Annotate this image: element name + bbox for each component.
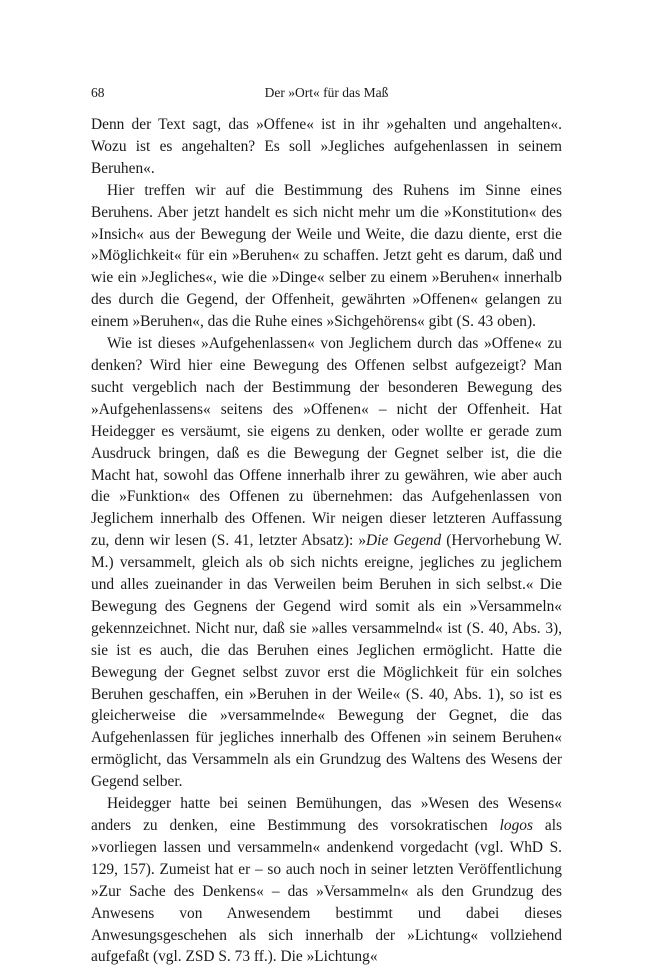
running-title: Der »Ort« für das Maß: [264, 85, 389, 100]
paragraph-4: [91, 793, 562, 968]
paragraph-2: Hier treffen wir auf die Bestimmung des Ruhens im Sinne eines Beruhens. Aber jetzt handelt es sich nicht mehr um die »Konstitution« des »Insich« aus der Bewegung der Weile und Weite, die dazu diente, erst die »Möglichkeit« für ein »Beruhen« zu schaffen. Jetzt geht es darum, daß und wie ein »Jegliches«, wie die »Dinge« selber zu einem »Beruhen« innerhalb des durch die Gegend, der Offenheit, gewährten »Offenen« gelangen zu einem »Beruhen«, das die Ruhe eines »Sichgehörens« gibt (S. 43 oben).: [91, 181, 562, 331]
book-page: [91, 82, 562, 968]
emphasis-logos: logos: [499, 817, 533, 834]
page-number: 68: [91, 85, 105, 100]
paragraph-3-text-a: Wie ist dieses »Aufgehenlassen« von Jeglichem durch das »Offene« zu denken? Wird hier eine Bewegung des Offenen selbst aufgezeigt? Man sucht vergeblich nach der Bestimmung der besonderen Bewegung des »Aufgehenlassens« seitens des »Offenen« – nicht der Offenheit. Hat Heidegger es versäumt, sie eigens zu denken, oder wollte er gerade zum Ausdruck bringen, daß es die Bewegung der Gegnet selber ist, die die Macht hat, sowohl das Offene innerhalb ihrer zu gewähren, wie aber auch die »Funktion« des Offenen zu übernehmen: das Aufgehenlassen von Jeglichem innerhalb des Offenen. Wir neigen dieser letzteren Auffassung zu, denn wir lesen (S. 41, letzter Absatz): »: [91, 335, 562, 550]
paragraph-4-text-a: Heidegger hatte bei seinen Bemühungen, das »Wesen des Wesens« anders zu denken, eine Bestimmung des vorsokratischen: [91, 795, 562, 834]
running-head: [91, 82, 562, 104]
paragraph-4-text-b: als »vorliegen lassen und versammeln« andenkend vorgedacht (vgl. WhD S. 129, 157). Zumeist hat er – so auch noch in seiner letzten Veröffentlichung »Zur Sache des Denkens« – das »Versammeln« als den Grundzug des Anwesens von Anwesendem bestimmt und dabei dieses Anwesungsgeschehen als sich innerhalb der »Lichtung« vollziehend aufgefaßt (vgl. ZSD S. 73 ff.). Die »Lichtung«: [91, 817, 562, 966]
paragraph-3-text-b: (Hervorhebung W. M.) versammelt, gleich als ob sich nichts ereigne, jegliches zu jeglichem und alles zueinander in das Verweilen beim Beruhen in sich selbst.« Die Bewegung des Gegnens der Gegend wird somit als ein »Versammeln« gekennzeichnet. Nicht nur, daß sie »alles versammelnd« ist (S. 40, Abs. 3), sie ist es auch, die das Beruhen eines Jeglichen ermöglicht. Hatte die Bewegung der Gegnet selbst zuvor erst die Möglichkeit für ein solches Beruhen geschaffen, ein »Beruhen in der Weile« (S. 40, Abs. 1), so ist es gleicherweise die »versammelnde« Bewegung der Gegnet, die das Aufgehenlassen für jegliches innerhalb des Offenen »in seinem Beruhen« ermöglicht, das Versammeln als ein Grundzug des Waltens des Wesens der Gegend selber.: [91, 532, 562, 791]
paragraph-1: Denn der Text sagt, das »Offene« ist in ihr »gehalten und angehalten«. Wozu ist es angehalten? Es soll »Jegliches aufgehenlassen in seinem Beruhen«.: [91, 116, 562, 177]
paragraph-3: [91, 333, 562, 793]
emphasis-die-gegend: Die Gegend: [366, 532, 442, 550]
